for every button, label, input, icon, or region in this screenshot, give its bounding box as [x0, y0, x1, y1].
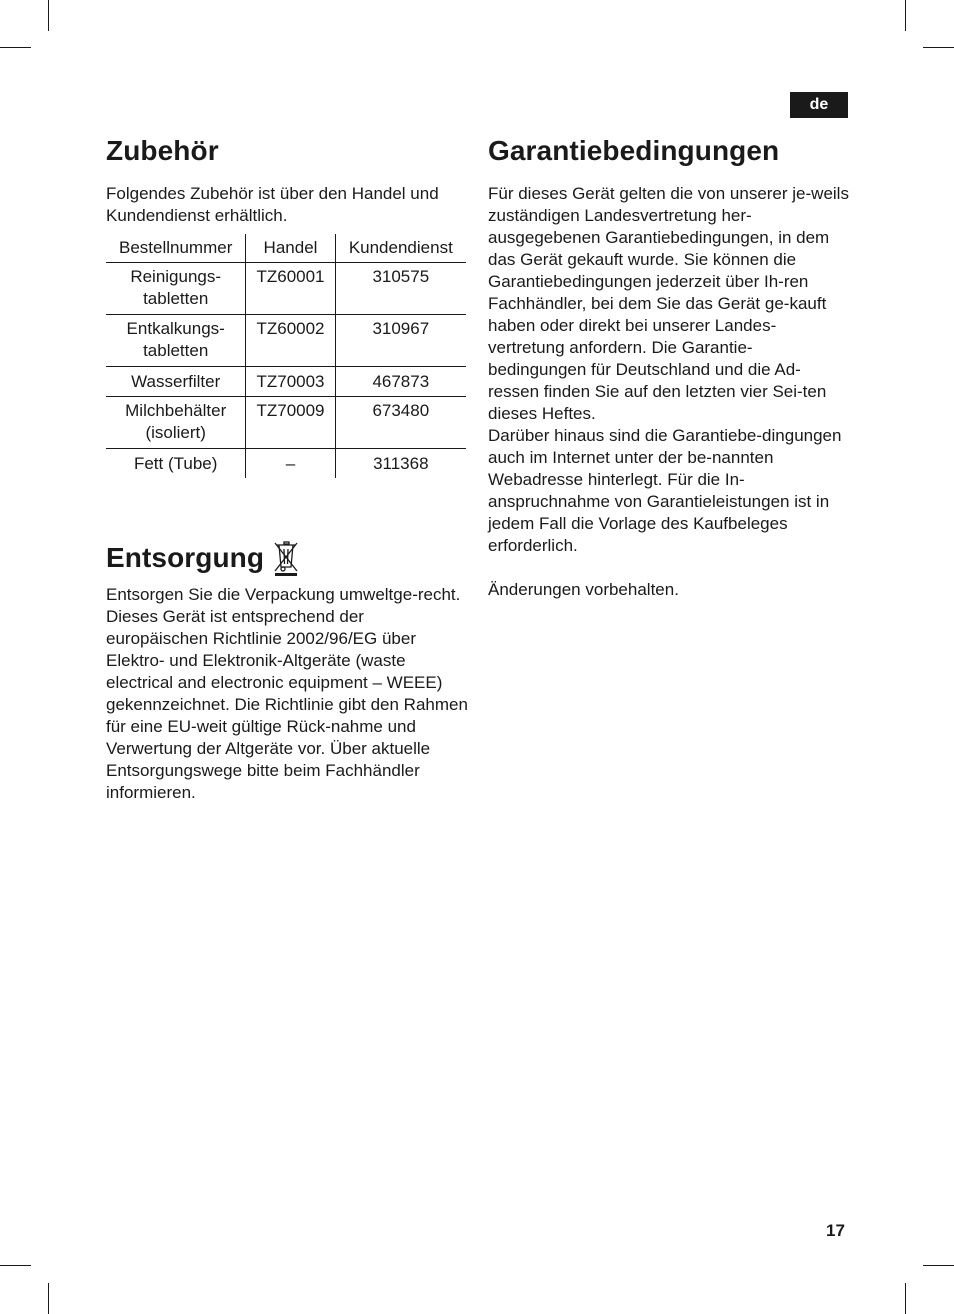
entsorgung-text: Entsorgen Sie die Verpackung umweltge-recht. Dieses Gerät ist entsprechend der europäischen Richtlinie 2002/96/EG über Elektro- und Elektronik-Altgeräte (waste electrical and electronic equipment – WEEE) gekennzeichnet. Die Richtlinie gibt den Rahmen für eine EU-weit gültige Rück-nahme und Verwertung der Altgeräte vor. Über aktuelle Entsorgungswege bitte beim Fachhändler informieren. [106, 585, 468, 802]
zubehoer-heading: Zubehör [106, 135, 219, 166]
cell-text: Milchbehälter (isoliert) [125, 401, 227, 442]
crossed-out-wheelie-bin-icon [272, 540, 300, 576]
table-cell [106, 397, 246, 449]
entsorgung-heading: Entsorgung [106, 542, 265, 573]
table-row [106, 367, 466, 397]
table-cell: TZ60001 [246, 263, 335, 315]
zubehoer-intro: Folgendes Zubehör ist über den Handel und Kundendienst erhältlich. [106, 184, 439, 225]
table-cell: 310575 [335, 263, 466, 315]
crop-mark [0, 47, 31, 48]
spacer [488, 557, 850, 579]
table-cell [106, 315, 246, 367]
cell-text: Reinigungs- tabletten [130, 267, 222, 308]
garantie-paragraph: Darüber hinaus sind die Garantiebe-dingungen auch im Internet unter der be-nannten Webadresse hinterlegt. Für die In-anspruchnahme von Garantieleistungen ist in jedem Fall die Vorlage des Kaufbeleges erforderlich. [488, 426, 842, 555]
garantie-heading: Garantiebedingungen [488, 135, 780, 166]
table-cell: TZ70003 [246, 367, 335, 397]
accessories-table [106, 234, 466, 478]
table-row [106, 263, 466, 315]
garantie-paragraph: Für dieses Gerät gelten die von unserer je-weils zuständigen Landesvertretung her-ausgegebenen Garantiebedingungen, in dem das Gerät gekauft wurde. Sie können die Garantiebedingungen jederzeit über Ih-ren Fachhändler, bei dem Sie das Gerät ge-kauft haben oder direkt bei unserer Landes-vertretung anfordern. Die Garantie-bedingungen für Deutschland und die Ad-ressen finden Sie auf den letzten vier Sei-ten dieses Heftes. [488, 184, 849, 423]
crop-mark [905, 1283, 906, 1314]
table-header-row [106, 234, 466, 263]
crop-mark [923, 1265, 954, 1266]
table-row [106, 449, 466, 479]
changes-note: Änderungen vorbehalten. [488, 580, 679, 599]
page-number: 17 [826, 1221, 845, 1240]
table-cell [106, 263, 246, 315]
table-row [106, 397, 466, 449]
right-column [488, 134, 850, 601]
cell-text: Entkalkungs- tabletten [126, 319, 225, 360]
table-cell: 310967 [335, 315, 466, 367]
table-cell: TZ60002 [246, 315, 335, 367]
column-header: Kundendienst [335, 234, 466, 263]
table-cell: 467873 [335, 367, 466, 397]
crop-mark [923, 47, 954, 48]
entsorgung-heading-row [106, 540, 468, 576]
table-row [106, 315, 466, 367]
crop-mark [905, 0, 906, 31]
language-badge: de [790, 92, 848, 118]
crop-mark [0, 1265, 31, 1266]
table-cell: – [246, 449, 335, 479]
crop-mark [48, 1283, 49, 1314]
crop-mark [48, 0, 49, 31]
table-cell: Wasserfilter [106, 367, 246, 397]
column-header: Bestellnummer [106, 234, 246, 263]
table-cell: 311368 [373, 454, 429, 473]
table-cell: TZ70009 [246, 397, 335, 449]
column-header: Handel [246, 234, 335, 263]
left-column [106, 134, 468, 804]
table-cell: Fett (Tube) [106, 449, 246, 479]
table-cell: 673480 [335, 397, 466, 449]
